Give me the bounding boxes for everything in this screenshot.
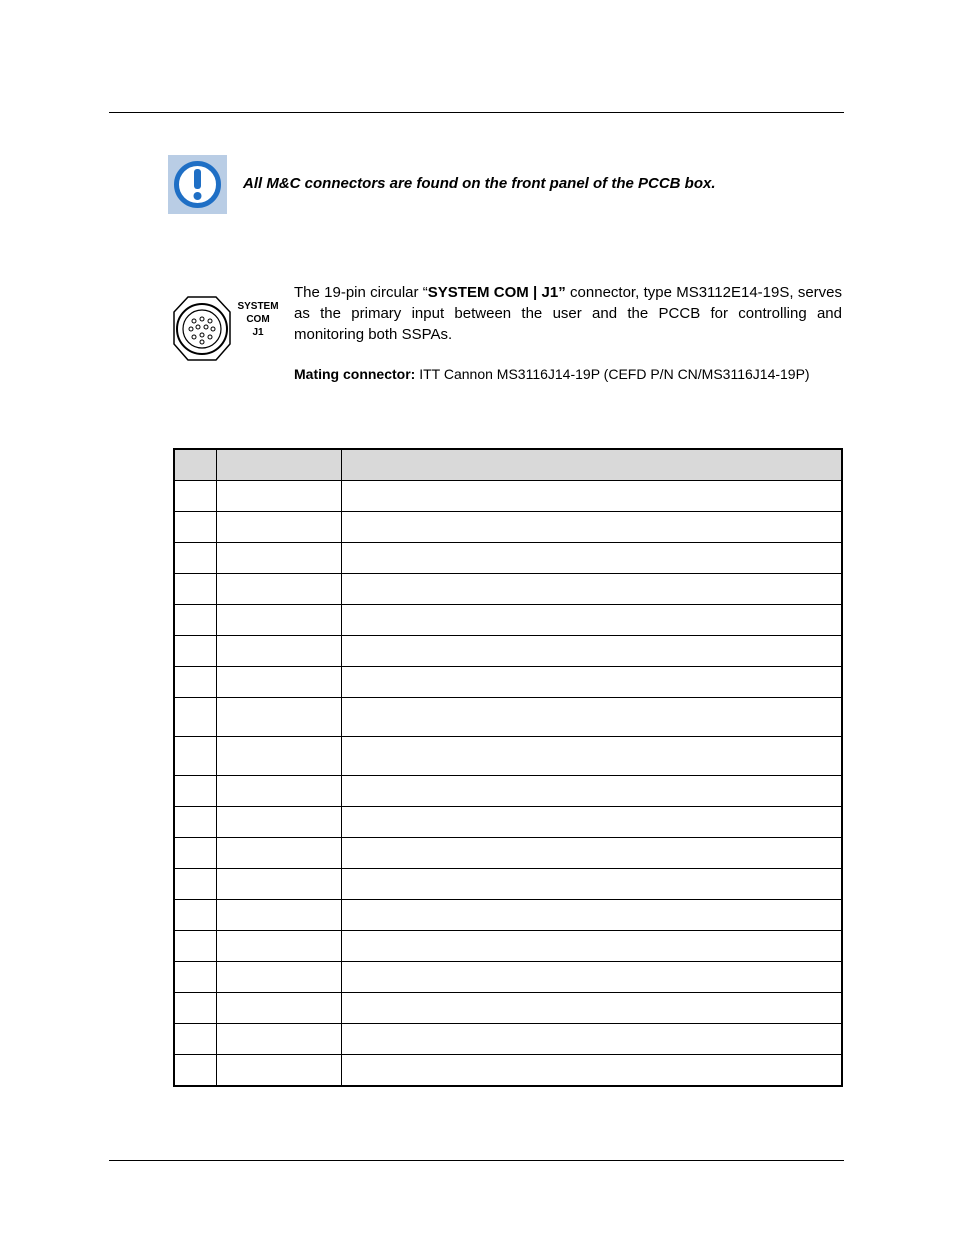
table-cell: [341, 543, 842, 574]
table-cell: [174, 993, 216, 1024]
table-cell: [174, 698, 216, 737]
table-cell: [341, 667, 842, 698]
table-row: [174, 807, 842, 838]
table-cell: [216, 993, 341, 1024]
pin-assignment-table: [173, 448, 843, 1087]
table-cell: [174, 512, 216, 543]
table-cell: [341, 962, 842, 993]
table-cell: [216, 481, 341, 512]
table-row: [174, 636, 842, 667]
table-row: [174, 667, 842, 698]
table-cell: [174, 737, 216, 776]
table-cell: [216, 900, 341, 931]
table-cell: [216, 962, 341, 993]
table-cell: [216, 543, 341, 574]
table-cell: [341, 993, 842, 1024]
table-cell: [216, 807, 341, 838]
table-cell: [216, 698, 341, 737]
table-row: [174, 869, 842, 900]
header-rule: [109, 112, 844, 113]
connector-label-line-2: COM: [246, 314, 270, 325]
table-header-row: [174, 449, 842, 481]
table-cell: [341, 900, 842, 931]
table-cell: [216, 512, 341, 543]
table-cell: [174, 1024, 216, 1055]
table-cell: [341, 698, 842, 737]
table-cell: [341, 776, 842, 807]
connector-label-line-1: SYSTEM: [237, 301, 279, 312]
footer-rule: [109, 1160, 844, 1161]
table-cell: [216, 636, 341, 667]
table-cell: [216, 869, 341, 900]
connector-label-line-3: J1: [252, 327, 264, 338]
header-cell-name: [216, 449, 341, 481]
mating-label: Mating connector:: [294, 366, 416, 382]
table-cell: [174, 1055, 216, 1087]
table-cell: [216, 574, 341, 605]
table-cell: [174, 838, 216, 869]
table-cell: [174, 574, 216, 605]
table-cell: [216, 737, 341, 776]
table-row: [174, 698, 842, 737]
mating-connector: [294, 366, 810, 382]
table-cell: [174, 931, 216, 962]
mating-value: ITT Cannon MS3116J14-19P (CEFD P/N CN/MS3116J14-19P): [415, 366, 810, 382]
header-cell-description: [341, 449, 842, 481]
table-cell: [341, 807, 842, 838]
table-row: [174, 605, 842, 636]
table-cell: [341, 574, 842, 605]
table-row: [174, 776, 842, 807]
table-cell: [174, 605, 216, 636]
table-cell: [174, 900, 216, 931]
table-cell: [174, 776, 216, 807]
table-cell: [174, 962, 216, 993]
table-cell: [341, 512, 842, 543]
table-cell: [174, 807, 216, 838]
table-cell: [174, 667, 216, 698]
table-cell: [341, 1055, 842, 1087]
note-icon-box: [168, 155, 227, 214]
table-cell: [216, 605, 341, 636]
table-row: [174, 1055, 842, 1087]
description-prefix: The 19-pin circular “: [294, 284, 428, 301]
table-cell: [341, 931, 842, 962]
table-cell: [216, 931, 341, 962]
table-cell: [341, 1024, 842, 1055]
table-cell: [174, 869, 216, 900]
table-cell: [341, 605, 842, 636]
table-cell: [216, 667, 341, 698]
description-bold: SYSTEM COM | J1”: [427, 284, 566, 301]
table-cell: [174, 481, 216, 512]
table-row: [174, 993, 842, 1024]
table-row: [174, 512, 842, 543]
table-cell: [341, 636, 842, 667]
description-suffix: connector, type MS3112E14-19S, serves as the primary input between the user and the PCCB for controlling and monitoring both SSPAs.: [294, 284, 842, 343]
table-cell: [216, 776, 341, 807]
table-cell: [216, 838, 341, 869]
header-cell-pin: [174, 449, 216, 481]
table-row: [174, 1024, 842, 1055]
note-text: All M&C connectors are found on the front panel of the PCCB box.: [243, 175, 716, 192]
table-cell: [341, 869, 842, 900]
table-cell: [174, 636, 216, 667]
table-cell: [216, 1055, 341, 1087]
table-row: [174, 543, 842, 574]
table-row: [174, 737, 842, 776]
table-row: [174, 900, 842, 931]
table-row: [174, 481, 842, 512]
table-cell: [174, 543, 216, 574]
table-row: [174, 574, 842, 605]
table-cell: [341, 737, 842, 776]
table-cell: [341, 481, 842, 512]
table-row: [174, 931, 842, 962]
connector-description: [294, 282, 842, 345]
table-row: [174, 962, 842, 993]
table-cell: [216, 1024, 341, 1055]
exclamation-circle-icon: [168, 155, 227, 214]
table-row: [174, 838, 842, 869]
table-cell: [341, 838, 842, 869]
